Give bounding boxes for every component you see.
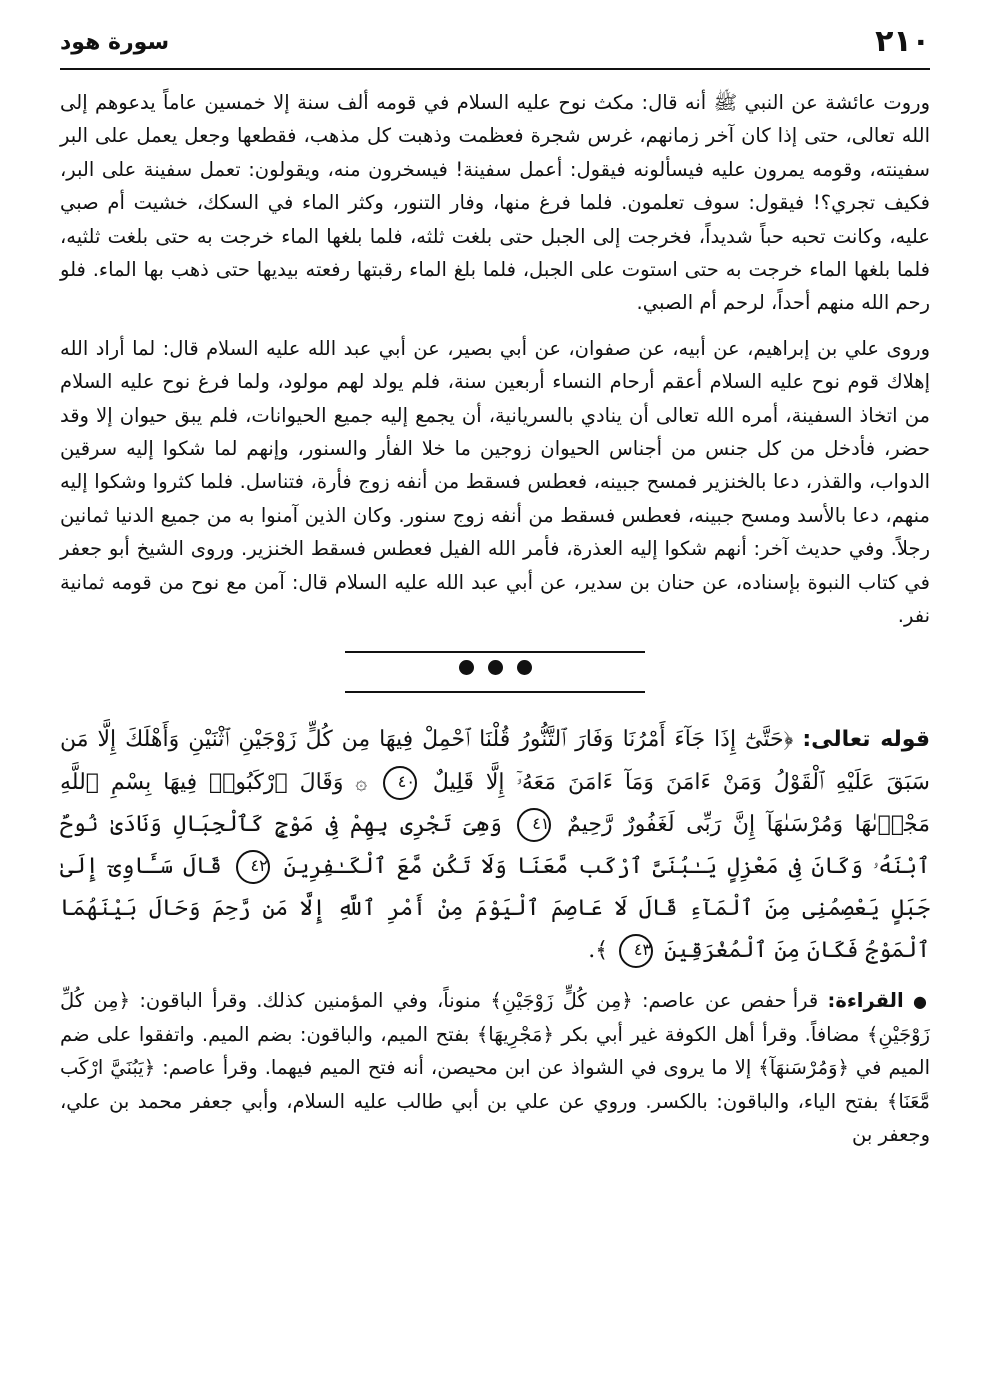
ayah-number-41: ٤١ <box>517 808 551 842</box>
divider-dot <box>459 660 474 675</box>
ayah-number-40: ٤٠ <box>383 766 417 800</box>
ayah-number-42: ٤٢ <box>236 850 270 884</box>
paragraph-aisha-hadith: وروت عائشة عن النبي ﷺ أنه قال: مكث نوح عليه السلام في قومه ألف سنة إلا خمسين عاماً يدعوهم إلى الله تعالى، حتى إذا كان آخر زمانهم، غرس شجرة فعظمت وذهبت كل مذهب، فقطعها وجعل يعمل على البر سفينته، وقومه يمرون عليه فيسألونه فيقول: أعمل سفينة! فيسخرون منه، ويقولون: تعمل سفينة على البر، فكيف تجري؟! فيقول: سوف تعلمون. فلما فرغ منها، وفار التنور، وكثر الماء في السكك، خشيت أم صبي عليه، وكانت تحبه حباً شديداً، فخرجت إلى الجبل حتى بلغت ثلثه، فلما بلغها الماء خرجت به حتى بلغت ثلثيه، فلما بلغها الماء خرجت به حتى استوت على الجبل، فلما بلغ الماء رقبتها رفعته بيديها حتى ذهب بها الماء. فلو رحم الله منهم أحداً، لرحم أم الصبي. <box>60 91 930 315</box>
divider-rule-top <box>345 651 645 653</box>
bullet-icon: ● <box>912 991 931 1011</box>
readings-text: قرأ حفص عن عاصم: ﴿مِن كُلٍّ زَوْجَيْنِ﴾ منوناً، وفي المؤمنين كذلك. وقرأ الباقون: ﴿مِن كُلِّ زَوْجَيْنِ﴾ مضافاً. وقرأ أهل الكوفة غير أبي بكر ﴿مَجْرِيهَا﴾ بفتح الميم، والباقون: بضم الميم. واتفقوا على ضم الميم في ﴿وَمُرْسَنهَآ﴾ إلا ما يروى في الشواذ عن ابن محيصن، أنه فتح الميم فيهما. وقرأ عاصم: ﴿يَبُنَيَّ ارْكَب مَّعَنَا﴾ بفتح الياء، والباقون: بالكسر. وروي عن علي بن أبي طالب عليه السلام، وأبي جعفر محمد بن علي، وجعفر بن <box>60 988 930 1147</box>
page-number: ٢١٠ <box>875 24 930 59</box>
paragraph-ali-ibn-ibrahim: وروى علي بن إبراهيم، عن أبيه، عن صفوان، عن أبي بصير، عن أبي عبد الله عليه السلام قال: لما أراد الله إهلاك قوم نوح عليه السلام أعقم أرحام النساء أربعين سنة، فلم يولد لهم مولود، ولما فرغ نوح عليه السلام من اتخاذ السفينة، أمره الله تعالى أن ينادي بالسريانية، أن يجمع إليه جميع الحيوانات، فلم يبق حيوان إلا وقد حضر، فأدخل من كل جنس من أجناس الحيوان زوجين ما خلا الفأر والسنور، وإنهم لما شكوا إليه سرقين الدواب، والقذر، دعا بالخنزير فمسح جبينه، فعطس فسقط من أنفه زوج فأرة، فتناسل. فلما كثروا وشكوا إليه منهم، دعا بالأسد ومسح جبينه، فعطس فسقط من أنفه زوج سنور. وكان الذين آمنوا به من جميع الدنيا ثمانين رجلاً. وفي حديث آخر: أنهم شكوا إليه العذرة، فأمر الله الفيل فعطس فسقط الخنزير. وروى الشيخ أبو جعفر في كتاب النبوة بإسناده، عن حنان بن سدير، عن أبي عبد الله عليه السلام قال: آمن مع نوح من قومه ثمانية نفر. <box>60 336 930 628</box>
verse-41: وَقَالَ ٱرْكَبُوا۟ فِيهَا بِسْمِ ٱللَّهِ مَجْر۪ىٰهَا وَمُرْسَىٰهَآ إِنَّ رَبِّى لَغَفُورٌ رَّحِيمٌ <box>60 769 931 837</box>
verse-42: وَهِىَ تَجْرِى بِهِمْ فِى مَوْجٍ كَٱلْجِبَالِ وَنَادَىٰ نُوحٌ ٱبْنَهُۥ وَكَانَ فِى مَعْزِلٍ يَـٰبُنَىَّ ٱرْكَب مَّعَنَا وَلَا تَكُن مَّعَ ٱلْكَـٰفِرِينَ <box>60 811 930 879</box>
hizb-star-icon: ۞ <box>355 769 368 794</box>
divider-rule-bottom <box>345 691 645 693</box>
book-page <box>60 22 930 1382</box>
running-title: سورة هود <box>60 30 170 55</box>
divider-dot <box>517 660 532 675</box>
ayah-number-43: ٤٣ <box>619 934 653 968</box>
readings-section <box>60 984 930 1152</box>
verses-lead: قوله تعالى: <box>802 726 930 752</box>
section-divider <box>345 647 645 697</box>
quran-verses <box>60 719 930 972</box>
verse-40: ﴿حَتَّىٰٓ إِذَا جَآءَ أَمْرُنَا وَفَارَ ٱلتَّنُّورُ قُلْنَا ٱحْمِلْ فِيهَا مِن كُلٍّ زَوْجَيْنِ ٱثْنَيْنِ وَأَهْلَكَ إِلَّا مَن سَبَقَ عَلَيْهِ ٱلْقَوْلُ وَمَنْ ءَامَنَ وَمَآ ءَامَنَ مَعَهُۥٓ إِلَّا قَلِيلٌ <box>60 726 930 795</box>
verses-close: ﴾. <box>588 937 609 963</box>
divider-dot <box>488 660 503 675</box>
readings-label: القراءة: <box>827 988 904 1012</box>
verse-43: قَالَ سَـَٔاوِىٓ إِلَىٰ جَبَلٍ يَعْصِمُنِى مِنَ ٱلْمَآءِ قَالَ لَا عَاصِمَ ٱلْيَوْمَ مِنْ أَمْرِ ٱللَّهِ إِلَّا مَن رَّحِمَ وَحَالَ بَيْنَهُمَا ٱلْمَوْجُ فَكَانَ مِنَ ٱلْمُغْرَقِينَ <box>60 853 930 963</box>
page-header <box>60 22 930 70</box>
divider-dots <box>345 660 645 679</box>
